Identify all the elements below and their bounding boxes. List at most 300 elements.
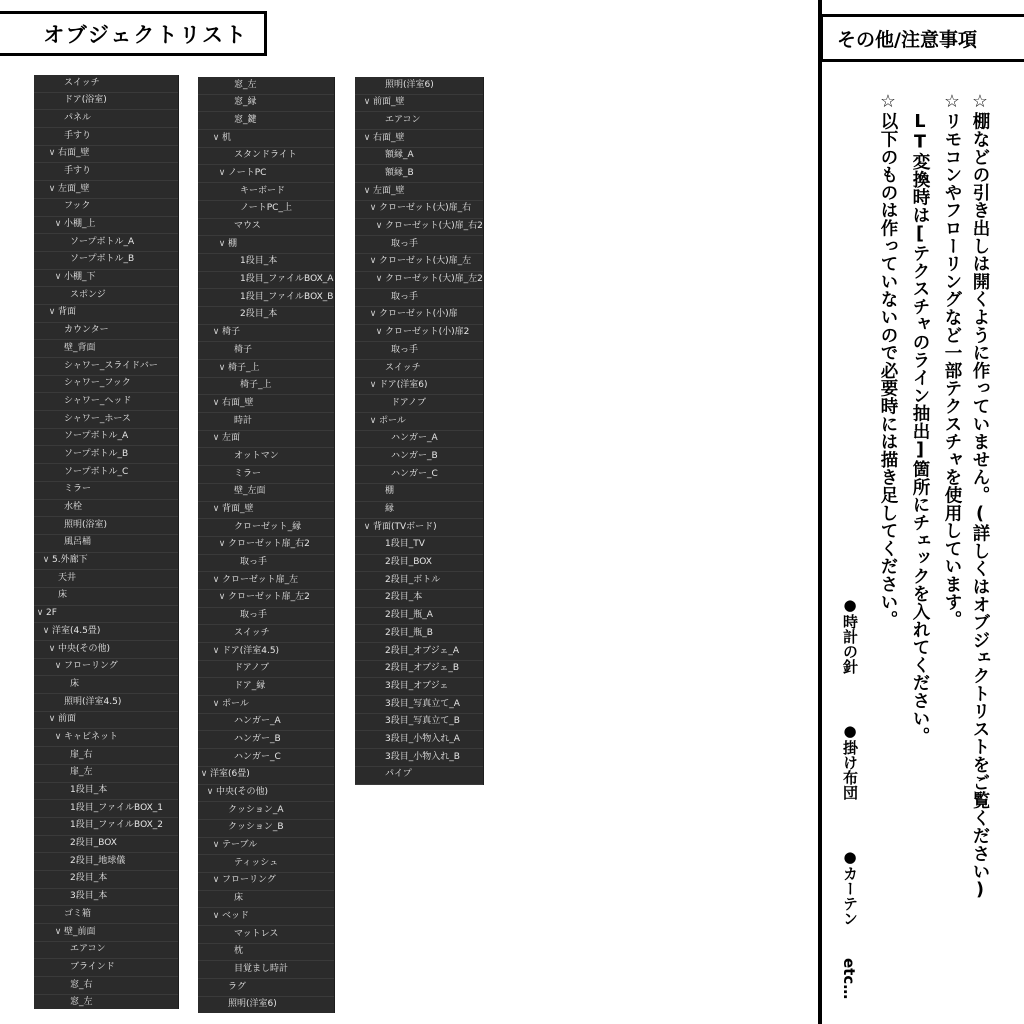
- outliner-row-label: ハンガー_C: [391, 468, 438, 479]
- outliner-row-label: ノートPC_上: [240, 203, 292, 214]
- outliner-row[interactable]: [34, 959, 178, 977]
- outliner-row-label: ドア_縁: [234, 680, 266, 691]
- outliner-row[interactable]: [34, 818, 178, 836]
- outliner-row[interactable]: [355, 731, 483, 749]
- outliner-row[interactable]: [198, 714, 334, 732]
- outliner-row-label: 1段目_ファイルBOX_1: [70, 802, 163, 813]
- outliner-row[interactable]: [34, 75, 178, 93]
- outliner-row[interactable]: [355, 608, 483, 626]
- outliner-row[interactable]: [34, 765, 178, 783]
- expand-chevron-icon[interactable]: ∨: [363, 185, 371, 196]
- outliner-row[interactable]: [198, 254, 334, 272]
- outliner-row[interactable]: [34, 712, 178, 730]
- outliner-row[interactable]: [198, 519, 334, 537]
- outliner-row[interactable]: [198, 997, 334, 1013]
- outliner-row-label: マットレス: [234, 928, 279, 939]
- expand-chevron-icon[interactable]: ∨: [212, 132, 220, 143]
- outliner-panel-1[interactable]: [34, 75, 179, 1009]
- outliner-row[interactable]: [34, 270, 178, 288]
- outliner-row[interactable]: [34, 464, 178, 482]
- expand-chevron-icon[interactable]: ∨: [212, 433, 220, 444]
- outliner-row[interactable]: [34, 234, 178, 252]
- outliner-row-label: 窓_縁: [234, 97, 257, 108]
- outliner-row[interactable]: [198, 360, 334, 378]
- outliner-row-label: クローゼット扉_左2: [228, 592, 310, 603]
- outliner-row[interactable]: [355, 95, 483, 113]
- outliner-row-label: 2段目_本: [385, 592, 423, 603]
- outliner-row[interactable]: [198, 130, 334, 148]
- outliner-row[interactable]: [34, 146, 178, 164]
- expand-chevron-icon[interactable]: ∨: [212, 645, 220, 656]
- outliner-row-label: シャワー_ヘッド: [64, 395, 132, 406]
- outliner-row-label: 1段目_本: [70, 785, 108, 795]
- outliner-row[interactable]: [198, 431, 334, 449]
- expand-chevron-icon[interactable]: ∨: [54, 219, 62, 229]
- outliner-row[interactable]: [34, 676, 178, 694]
- outliner-row[interactable]: [355, 413, 483, 431]
- outliner-row-label: 取っ手: [391, 344, 419, 355]
- outliner-row-label: 1段目_ファイルBOX_B: [240, 291, 334, 302]
- outliner-row[interactable]: [355, 165, 483, 183]
- outliner-row[interactable]: [198, 325, 334, 343]
- outliner-row-label: 目覚まし時計: [234, 963, 289, 974]
- outliner-row-label: 5.外廊下: [52, 555, 88, 566]
- expand-chevron-icon[interactable]: ∨: [369, 415, 377, 426]
- outliner-row[interactable]: [198, 95, 334, 113]
- outliner-row[interactable]: [34, 287, 178, 305]
- outliner-row-label: 棚: [385, 486, 395, 497]
- outliner-row[interactable]: [355, 219, 483, 237]
- outliner-row-label: クローゼット扉_左: [222, 574, 299, 585]
- outliner-row-label: 3段目_オブジェ: [385, 680, 449, 691]
- outliner-row[interactable]: [355, 148, 483, 166]
- outliner-row-label: 前面: [58, 714, 77, 725]
- outliner-row-label: ソープボトル_A: [70, 236, 135, 247]
- outliner-row-label: 2段目_瓶_A: [385, 610, 433, 621]
- outliner-row-label: ミラー: [64, 484, 92, 495]
- outliner-row[interactable]: [34, 446, 178, 464]
- outliner-row[interactable]: [198, 767, 334, 785]
- outliner-row-label: 背面_壁: [222, 504, 254, 514]
- outliner-row[interactable]: [34, 906, 178, 924]
- outliner-row[interactable]: [198, 537, 334, 555]
- outliner-row[interactable]: [198, 961, 334, 979]
- outliner-row[interactable]: [355, 130, 483, 148]
- outliner-row-label: 小棚_上: [64, 219, 96, 229]
- outliner-row-label: 2段目_瓶_B: [385, 627, 433, 638]
- outliner-row[interactable]: [198, 395, 334, 413]
- outliner-row[interactable]: [198, 908, 334, 926]
- expand-chevron-icon[interactable]: ∨: [363, 97, 371, 108]
- outliner-row-label: クローゼット(小)扉2: [385, 327, 470, 338]
- outliner-row[interactable]: [198, 838, 334, 856]
- outliner-row[interactable]: [355, 342, 483, 360]
- outliner-row-label: キーボード: [240, 185, 286, 196]
- expand-chevron-icon[interactable]: ∨: [363, 521, 371, 532]
- outliner-row-label: 2段目_オブジェ_B: [385, 663, 460, 674]
- outliner-panel-2[interactable]: [198, 77, 335, 1013]
- outliner-row-label: 照明(浴室): [64, 519, 108, 530]
- outliner-row[interactable]: [198, 148, 334, 166]
- outliner-row[interactable]: [198, 643, 334, 661]
- outliner-row[interactable]: [34, 853, 178, 871]
- outliner-row-label: 背面(TVボード): [373, 521, 437, 532]
- outliner-row[interactable]: [34, 500, 178, 518]
- outliner-row[interactable]: [198, 661, 334, 679]
- note-line-1: ☆棚などの引き出しは開くように作っていません。(詳しくはオブジェクトリストをご覧ください): [970, 92, 990, 901]
- outliner-row-label: フローリング: [222, 875, 276, 886]
- outliner-row[interactable]: [34, 411, 178, 429]
- outliner-row[interactable]: [355, 555, 483, 573]
- outliner-row[interactable]: [198, 696, 334, 714]
- outliner-row[interactable]: [198, 112, 334, 130]
- outliner-row-label: パイプ: [385, 769, 412, 780]
- outliner-row-label: 洋室(4.5畳): [52, 625, 101, 636]
- outliner-row[interactable]: [34, 199, 178, 217]
- outliner-row-label: シャワー_スライドバー: [64, 360, 158, 371]
- outliner-row-label: ソープボトル_A: [64, 431, 129, 442]
- outliner-row[interactable]: [198, 625, 334, 643]
- outliner-row[interactable]: [355, 767, 483, 785]
- outliner-row-label: 窓_左: [70, 997, 93, 1008]
- outliner-row[interactable]: [34, 623, 178, 641]
- outliner-row[interactable]: [34, 517, 178, 535]
- expand-chevron-icon[interactable]: ∨: [212, 910, 220, 921]
- expand-chevron-icon[interactable]: ∨: [54, 731, 62, 742]
- outliner-row[interactable]: [34, 110, 178, 128]
- outliner-row[interactable]: [34, 729, 178, 747]
- outliner-row[interactable]: [355, 254, 483, 272]
- outliner-row-label: 洋室(6畳): [210, 769, 250, 780]
- outliner-row[interactable]: [34, 977, 178, 995]
- outliner-row[interactable]: [198, 820, 334, 838]
- outliner-row[interactable]: [355, 448, 483, 466]
- expand-chevron-icon[interactable]: ∨: [54, 926, 62, 937]
- outliner-row-label: 取っ手: [391, 238, 419, 249]
- outliner-row[interactable]: [34, 429, 178, 447]
- outliner-row-label: スタンドライト: [234, 150, 297, 161]
- outliner-row-label: ベッド: [222, 910, 250, 921]
- outliner-row[interactable]: [34, 659, 178, 677]
- outliner-row[interactable]: [34, 641, 178, 659]
- expand-chevron-icon[interactable]: ∨: [218, 167, 226, 178]
- outliner-row-label: ハンガー_A: [391, 433, 438, 444]
- outliner-row[interactable]: [355, 661, 483, 679]
- outliner-row[interactable]: [355, 502, 483, 520]
- outliner-row[interactable]: [355, 183, 483, 201]
- outliner-row[interactable]: [198, 466, 334, 484]
- outliner-row-label: 1段目_本: [240, 256, 278, 267]
- outliner-row[interactable]: [198, 944, 334, 962]
- outliner-row-label: ハンガー_B: [391, 450, 438, 461]
- outliner-row[interactable]: [34, 553, 178, 571]
- outliner-row[interactable]: [34, 535, 178, 553]
- expand-chevron-icon[interactable]: ∨: [54, 661, 62, 672]
- outliner-row[interactable]: [198, 272, 334, 290]
- outliner-row-label: クローゼット(大)扉_左2: [385, 274, 483, 285]
- outliner-row[interactable]: [198, 926, 334, 944]
- expand-chevron-icon[interactable]: ∨: [218, 238, 226, 249]
- outliner-row[interactable]: [34, 376, 178, 394]
- expand-chevron-icon[interactable]: ∨: [369, 380, 377, 391]
- outliner-row[interactable]: [34, 482, 178, 500]
- outliner-row[interactable]: [198, 448, 334, 466]
- outliner-row[interactable]: [355, 272, 483, 290]
- outliner-row-label: ゴミ箱: [64, 908, 92, 919]
- outliner-row-label: 照明(洋室6): [228, 999, 277, 1010]
- outliner-row[interactable]: [355, 466, 483, 484]
- expand-chevron-icon[interactable]: ∨: [218, 592, 226, 603]
- outliner-row[interactable]: [34, 889, 178, 907]
- outliner-row-label: 机: [222, 132, 232, 143]
- outliner-row-label: 天井: [58, 572, 77, 583]
- expand-chevron-icon[interactable]: ∨: [48, 307, 56, 318]
- outliner-row[interactable]: [198, 236, 334, 254]
- outliner-row-label: 床: [58, 590, 68, 601]
- outliner-row[interactable]: [355, 77, 483, 95]
- expand-chevron-icon[interactable]: ∨: [375, 274, 383, 285]
- outliner-row[interactable]: [34, 836, 178, 854]
- outliner-row-label: ブラインド: [70, 961, 115, 972]
- outliner-row[interactable]: [34, 570, 178, 588]
- outliner-row[interactable]: [355, 431, 483, 449]
- outliner-row-label: エアコン: [70, 944, 106, 955]
- expand-chevron-icon[interactable]: ∨: [42, 555, 50, 566]
- outliner-row[interactable]: [355, 749, 483, 767]
- outliner-row-label: 左面_壁: [58, 183, 90, 194]
- outliner-row[interactable]: [34, 340, 178, 358]
- outliner-row-label: ミラー: [234, 468, 262, 479]
- outliner-row[interactable]: [34, 217, 178, 235]
- expand-chevron-icon[interactable]: ∨: [363, 132, 371, 143]
- outliner-row-label: パネル: [64, 112, 92, 123]
- note-item-curtain: ●カーテン: [841, 848, 859, 926]
- outliner-row[interactable]: [198, 678, 334, 696]
- outliner-row[interactable]: [34, 924, 178, 942]
- outliner-row[interactable]: [198, 590, 334, 608]
- outliner-row-label: 右面_壁: [58, 148, 90, 159]
- outliner-row[interactable]: [34, 800, 178, 818]
- outliner-row[interactable]: [355, 537, 483, 555]
- outliner-row[interactable]: [34, 588, 178, 606]
- outliner-row-label: フローリング: [64, 661, 118, 672]
- outliner-row-label: ティッシュ: [234, 857, 279, 868]
- expand-chevron-icon[interactable]: ∨: [48, 714, 56, 725]
- outliner-row-label: 1段目_ファイルBOX_2: [70, 820, 163, 831]
- outliner-row[interactable]: [198, 413, 334, 431]
- outliner-row-label: 風呂桶: [64, 537, 92, 548]
- outliner-row-label: 2段目_本: [70, 873, 108, 884]
- outliner-row[interactable]: [355, 519, 483, 537]
- outliner-row[interactable]: [355, 360, 483, 378]
- outliner-row-label: 床: [234, 893, 244, 904]
- outliner-row[interactable]: [34, 694, 178, 712]
- outliner-row-label: 2段目_BOX: [385, 557, 432, 568]
- outliner-panel-3[interactable]: [355, 77, 484, 785]
- outliner-row[interactable]: [355, 201, 483, 219]
- expand-chevron-icon[interactable]: ∨: [212, 840, 220, 851]
- outliner-row-label: テーブル: [222, 840, 258, 851]
- outliner-row[interactable]: [34, 93, 178, 111]
- outliner-row-label: 椅子_上: [240, 380, 272, 391]
- outliner-row[interactable]: [198, 555, 334, 573]
- expand-chevron-icon[interactable]: ∨: [375, 327, 383, 338]
- outliner-row-label: 椅子_上: [228, 362, 260, 373]
- outliner-row-label: 左面_壁: [373, 185, 405, 196]
- outliner-row[interactable]: [34, 942, 178, 960]
- expand-chevron-icon[interactable]: ∨: [212, 327, 220, 338]
- outliner-row-label: 2段目_BOX: [70, 838, 117, 849]
- outliner-row[interactable]: [355, 572, 483, 590]
- outliner-row-label: クローゼット(大)扉_左: [379, 256, 472, 267]
- outliner-row[interactable]: [355, 289, 483, 307]
- outliner-row-label: ドア(洋室6): [379, 380, 428, 391]
- outliner-row-label: スポンジ: [70, 289, 106, 300]
- outliner-row[interactable]: [198, 77, 334, 95]
- expand-chevron-icon[interactable]: ∨: [212, 574, 220, 585]
- outliner-row[interactable]: [198, 608, 334, 626]
- outliner-row-label: マウス: [234, 221, 261, 231]
- expand-chevron-icon[interactable]: ∨: [218, 539, 226, 550]
- outliner-row-label: 背面: [58, 307, 77, 318]
- outliner-row-label: ラグ: [228, 981, 247, 992]
- outliner-row[interactable]: [198, 307, 334, 325]
- outliner-row[interactable]: [198, 183, 334, 201]
- outliner-row[interactable]: [355, 395, 483, 413]
- outliner-row[interactable]: [198, 891, 334, 909]
- outliner-row-label: 扉_右: [70, 749, 93, 760]
- outliner-row-label: 縁: [385, 504, 395, 514]
- outliner-row-label: クローゼット扉_右2: [228, 539, 310, 550]
- outliner-row[interactable]: [198, 979, 334, 997]
- outliner-row-label: クローゼット(大)扉_右: [379, 203, 472, 214]
- outliner-row-label: 壁_背面: [64, 342, 96, 353]
- expand-chevron-icon[interactable]: ∨: [375, 221, 383, 231]
- outliner-row[interactable]: [198, 201, 334, 219]
- outliner-row[interactable]: [355, 590, 483, 608]
- outliner-row[interactable]: [198, 749, 334, 767]
- expand-chevron-icon[interactable]: ∨: [54, 272, 62, 283]
- outliner-row-label: 2段目_ボトル: [385, 574, 441, 585]
- expand-chevron-icon[interactable]: ∨: [212, 504, 220, 514]
- outliner-row[interactable]: [198, 855, 334, 873]
- outliner-row-label: 3段目_写真立て_A: [385, 698, 460, 709]
- expand-chevron-icon[interactable]: ∨: [200, 769, 208, 780]
- outliner-row[interactable]: [198, 165, 334, 183]
- outliner-row-label: ドア(洋室4.5): [222, 645, 280, 656]
- note-line-2: ☆リモコンやフローリングなど一部テクスチャを使用しています。: [942, 92, 962, 629]
- expand-chevron-icon[interactable]: ∨: [369, 256, 377, 267]
- outliner-row-label: 窓_鍵: [234, 114, 257, 125]
- expand-chevron-icon[interactable]: ∨: [36, 608, 44, 619]
- outliner-row[interactable]: [198, 731, 334, 749]
- expand-chevron-icon[interactable]: ∨: [212, 397, 220, 408]
- outliner-row-label: 時計: [234, 415, 253, 426]
- outliner-row-label: 取っ手: [240, 610, 268, 621]
- outliner-row[interactable]: [355, 678, 483, 696]
- outliner-row[interactable]: [34, 323, 178, 341]
- outliner-row[interactable]: [355, 696, 483, 714]
- expand-chevron-icon[interactable]: ∨: [48, 148, 56, 159]
- outliner-row-label: 3段目_本: [70, 891, 108, 902]
- outliner-row[interactable]: [355, 307, 483, 325]
- outliner-row[interactable]: [355, 325, 483, 343]
- outliner-row[interactable]: [198, 342, 334, 360]
- expand-chevron-icon[interactable]: ∨: [212, 698, 220, 709]
- outliner-row-label: 中央(その他): [216, 787, 269, 797]
- outliner-row[interactable]: [355, 643, 483, 661]
- outliner-row[interactable]: [34, 252, 178, 270]
- outliner-row[interactable]: [34, 305, 178, 323]
- outliner-row[interactable]: [34, 995, 178, 1009]
- notes-divider-line: [818, 0, 822, 1024]
- outliner-row[interactable]: [34, 163, 178, 181]
- outliner-row[interactable]: [34, 358, 178, 376]
- outliner-row[interactable]: [355, 484, 483, 502]
- expand-chevron-icon[interactable]: ∨: [48, 183, 56, 194]
- outliner-row[interactable]: [34, 747, 178, 765]
- expand-chevron-icon[interactable]: ∨: [369, 309, 377, 320]
- outliner-row-label: ポール: [379, 415, 406, 426]
- expand-chevron-icon[interactable]: ∨: [212, 875, 220, 886]
- outliner-row[interactable]: [34, 128, 178, 146]
- outliner-row-label: クッション_B: [228, 822, 284, 833]
- outliner-row[interactable]: [34, 783, 178, 801]
- expand-chevron-icon[interactable]: ∨: [206, 787, 214, 797]
- outliner-row[interactable]: [355, 378, 483, 396]
- outliner-row-label: 扉_左: [70, 767, 93, 778]
- outliner-row-label: 中央(その他): [58, 643, 111, 654]
- outliner-row[interactable]: [34, 606, 178, 624]
- outliner-row[interactable]: [198, 484, 334, 502]
- outliner-row-label: 水栓: [64, 502, 83, 512]
- outliner-row-label: 額縁_A: [385, 150, 414, 161]
- outliner-row-label: 2段目_オブジェ_A: [385, 645, 460, 656]
- outliner-row[interactable]: [198, 378, 334, 396]
- outliner-row[interactable]: [198, 289, 334, 307]
- outliner-row[interactable]: [198, 785, 334, 803]
- outliner-row-label: 壁_左面: [234, 486, 266, 497]
- outliner-row-label: スイッチ: [385, 362, 421, 373]
- expand-chevron-icon[interactable]: ∨: [42, 625, 50, 636]
- outliner-row-label: クローゼット(小)扉: [379, 309, 458, 320]
- outliner-row-label: 窓_左: [234, 79, 257, 90]
- outliner-row[interactable]: [198, 219, 334, 237]
- outliner-row[interactable]: [198, 802, 334, 820]
- outliner-row[interactable]: [198, 502, 334, 520]
- outliner-row-label: クローゼット(大)扉_右2: [385, 221, 483, 231]
- outliner-row[interactable]: [198, 873, 334, 891]
- expand-chevron-icon[interactable]: ∨: [369, 203, 377, 214]
- outliner-row-label: ドア(浴室): [64, 95, 107, 106]
- outliner-row[interactable]: [355, 112, 483, 130]
- notes-heading: その他/注意事項: [820, 14, 1024, 62]
- outliner-row-label: ソープボトル_B: [64, 448, 129, 459]
- outliner-row-label: 2段目_本: [240, 309, 278, 320]
- outliner-row-label: エアコン: [385, 114, 421, 125]
- expand-chevron-icon[interactable]: ∨: [48, 643, 56, 654]
- outliner-row[interactable]: [355, 625, 483, 643]
- outliner-row-label: 左面: [222, 433, 241, 444]
- outliner-row-label: クッション_A: [228, 804, 284, 815]
- expand-chevron-icon[interactable]: ∨: [218, 362, 226, 373]
- outliner-row[interactable]: [355, 236, 483, 254]
- outliner-row[interactable]: [198, 572, 334, 590]
- outliner-row[interactable]: [34, 871, 178, 889]
- outliner-row[interactable]: [34, 181, 178, 199]
- outliner-row[interactable]: [355, 714, 483, 732]
- outliner-row[interactable]: [34, 393, 178, 411]
